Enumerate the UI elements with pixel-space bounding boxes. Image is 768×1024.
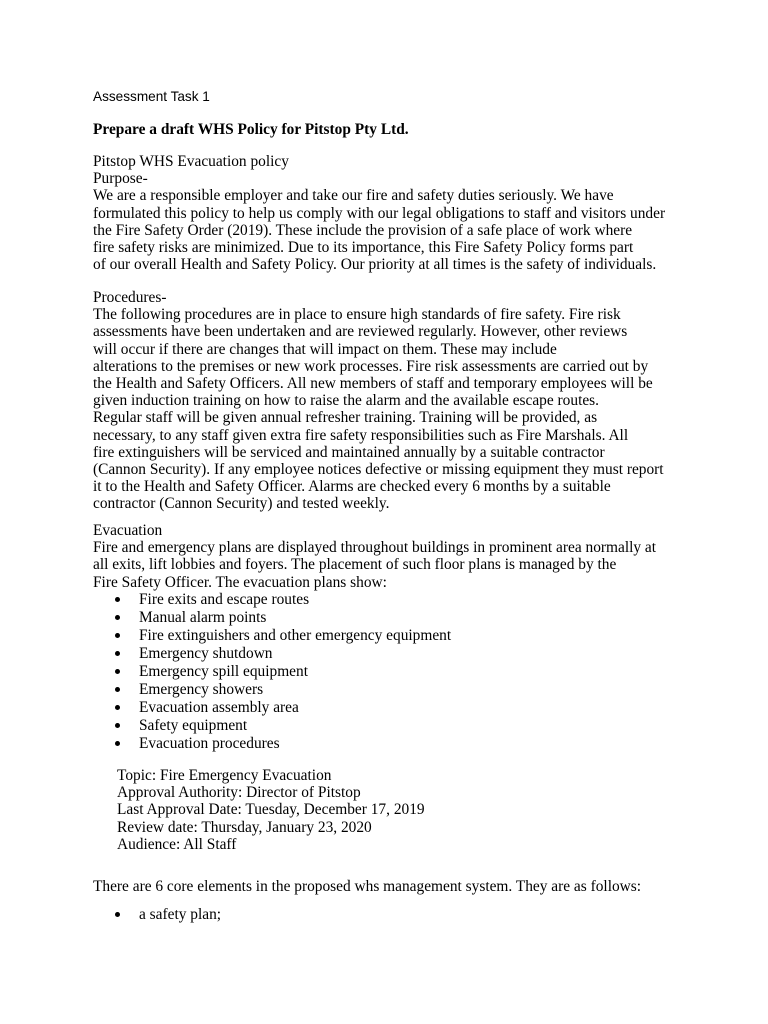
list-item-text: Evacuation procedures	[139, 735, 280, 752]
list-item	[93, 681, 451, 699]
procedures-line: will occur if there are changes that will impact on them. These may include	[93, 340, 557, 358]
procedures-line: given induction training on how to raise the alarm and the available escape routes.	[93, 392, 600, 410]
bullet-icon	[115, 597, 120, 602]
bullet-icon	[115, 669, 120, 674]
list-item	[93, 591, 451, 609]
purpose-line: the Fire Safety Order (2019). These include the provision of a safe place of work where	[93, 221, 633, 239]
list-item	[93, 609, 451, 627]
procedures-line: necessary, to any staff given extra fire safety responsibilities such as Fire Marshals. All	[93, 426, 629, 444]
procedures-line: contractor (Cannon Security) and tested weekly.	[93, 495, 390, 513]
evacuation-label: Evacuation	[93, 522, 163, 539]
procedures-line: alterations to the premises or new work processes. Fire risk assessments are carried out by	[93, 357, 649, 375]
procedures-line: the Health and Safety Officers. All new members of staff and temporary employees will be	[93, 375, 653, 393]
evacuation-plan-list	[93, 591, 451, 753]
meta-audience: Audience: All Staff	[117, 835, 237, 853]
list-item	[93, 699, 451, 717]
meta-last-approval-date: Last Approval Date: Tuesday, December 17, 2019	[117, 801, 425, 819]
purpose-line: of our overall Health and Safety Policy. Our priority at all times is the safety of individuals.	[93, 256, 657, 274]
list-item-text: Evacuation assembly area	[139, 699, 299, 716]
evacuation-line: Fire Safety Officer. The evacuation plans show:	[93, 573, 387, 591]
list-item	[93, 627, 451, 645]
evacuation-line: all exits, lift lobbies and foyers. The placement of such floor plans is managed by the	[93, 556, 617, 574]
list-item-text: a safety plan;	[139, 906, 222, 923]
purpose-line: formulated this policy to help us comply with our legal obligations to staff and visitors under	[93, 204, 666, 222]
purpose-line: We are a responsible employer and take our fire and safety duties seriously. We have	[93, 187, 614, 205]
procedures-line: assessments have been undertaken and are reviewed regularly. However, other reviews	[93, 323, 628, 341]
procedures-line: The following procedures are in place to ensure high standards of fire safety. Fire risk	[93, 306, 621, 324]
document-heading: Prepare a draft WHS Policy for Pitstop Pty Ltd.	[93, 121, 409, 138]
list-item-text: Emergency spill equipment	[139, 663, 308, 680]
purpose-line: fire safety risks are minimized. Due to its importance, this Fire Safety Policy forms part	[93, 239, 634, 257]
procedures-line: (Cannon Security). If any employee notices defective or missing equipment they must report	[93, 461, 664, 479]
bullet-icon	[115, 705, 120, 710]
procedures-line: fire extinguishers will be serviced and maintained annually by a suitable contractor	[93, 443, 605, 461]
bullet-icon	[115, 912, 120, 917]
purpose-label: Purpose-	[93, 170, 148, 188]
procedures-label: Procedures-	[93, 289, 167, 306]
list-item	[93, 906, 221, 924]
policy-metadata	[117, 767, 425, 853]
core-elements-text: There are 6 core elements in the proposed whs management system. They are as follows:	[93, 878, 642, 895]
task-title: Assessment Task 1	[93, 89, 210, 104]
list-item-text: Emergency showers	[139, 681, 264, 698]
meta-approval-authority: Approval Authority: Director of Pitstop	[117, 784, 361, 802]
list-item-text: Emergency shutdown	[139, 645, 273, 662]
meta-topic: Topic: Fire Emergency Evacuation	[117, 767, 332, 784]
procedures-section	[93, 289, 693, 513]
evacuation-section	[93, 522, 693, 591]
purpose-section	[93, 153, 693, 273]
procedures-line: Regular staff will be given annual refresher training. Training will be provided, as	[93, 409, 598, 427]
list-item	[93, 663, 451, 681]
bullet-icon	[115, 741, 120, 746]
policy-title: Pitstop WHS Evacuation policy	[93, 153, 289, 170]
list-item-text: Fire extinguishers and other emergency equipment	[139, 627, 452, 644]
bullet-icon	[115, 723, 120, 728]
list-item	[93, 645, 451, 663]
meta-review-date: Review date: Thursday, January 23, 2020	[117, 818, 372, 836]
bullet-icon	[115, 633, 120, 638]
list-item-text: Safety equipment	[139, 717, 248, 734]
list-item	[93, 735, 451, 753]
evacuation-line: Fire and emergency plans are displayed throughout buildings in prominent area normally at	[93, 539, 657, 557]
bullet-icon	[115, 687, 120, 692]
bullet-icon	[115, 615, 120, 620]
list-item	[93, 717, 451, 735]
bullet-icon	[115, 651, 120, 656]
core-elements-list	[93, 906, 221, 924]
list-item-text: Manual alarm points	[139, 609, 267, 626]
list-item-text: Fire exits and escape routes	[139, 591, 310, 608]
core-elements-intro	[93, 878, 693, 895]
procedures-line: it to the Health and Safety Officer. Alarms are checked every 6 months by a suitable	[93, 478, 611, 496]
